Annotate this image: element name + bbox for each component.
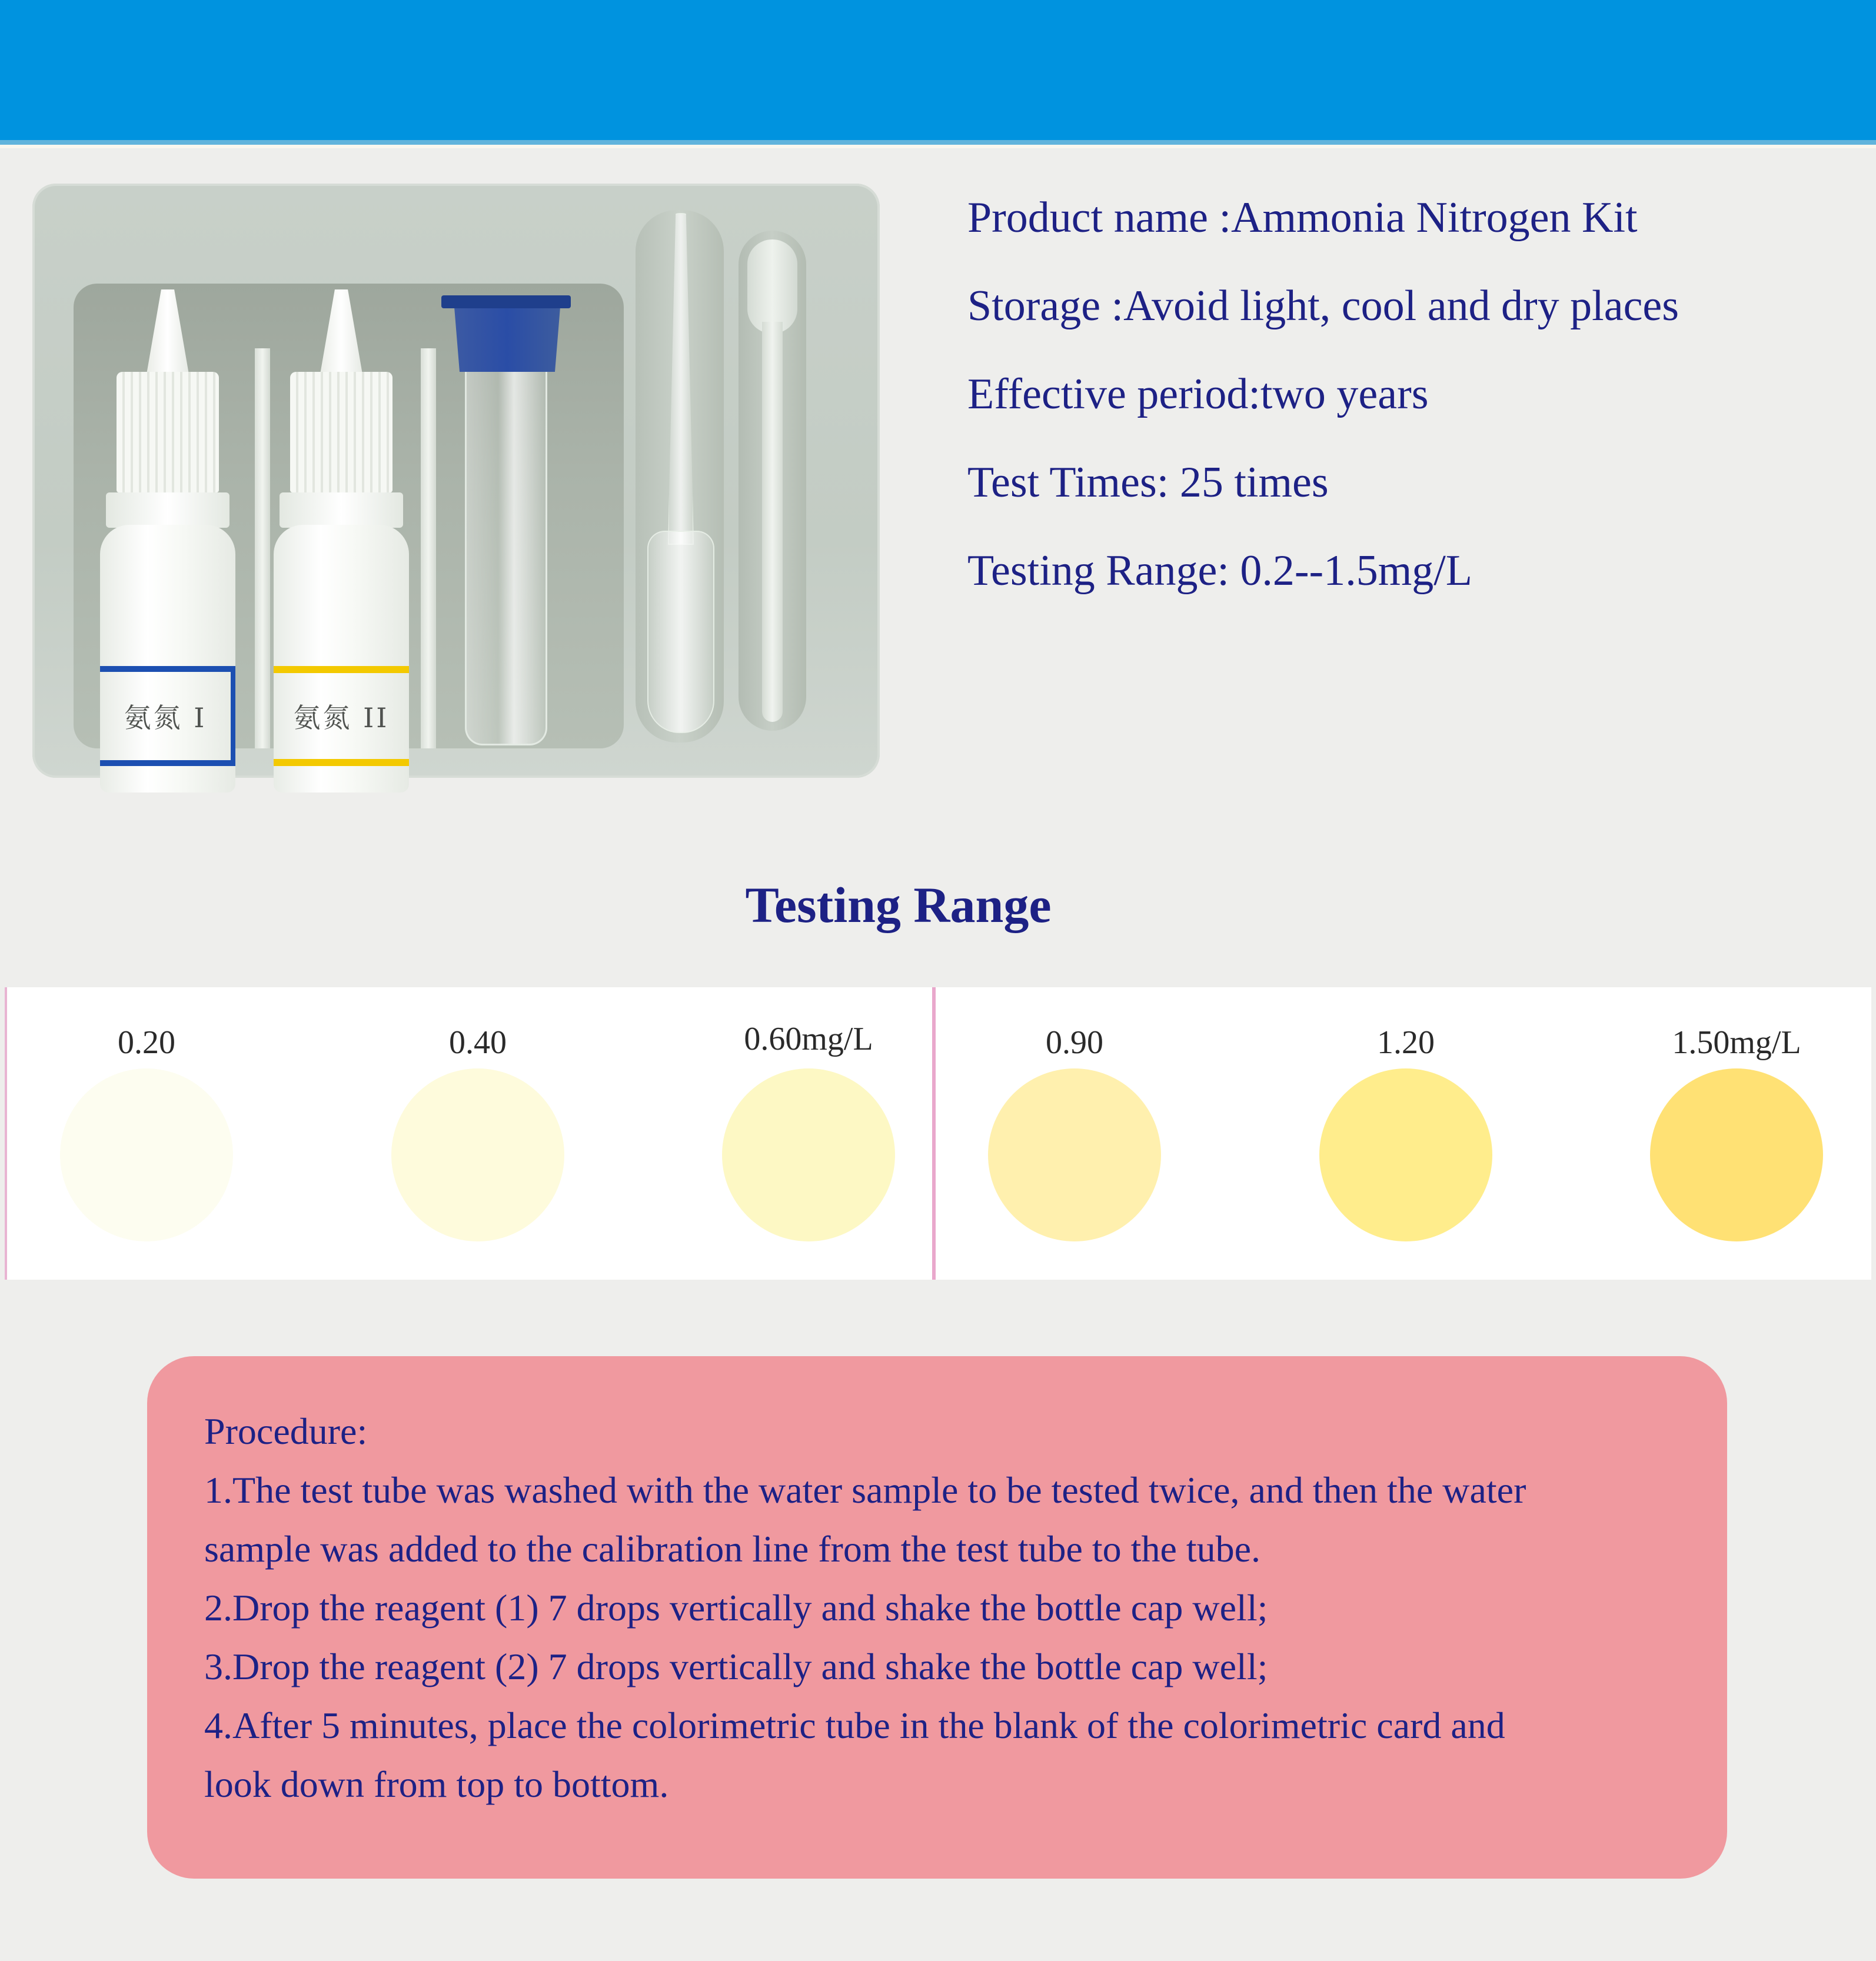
product-name: Product name :Ammonia Nitrogen Kit (967, 194, 1638, 242)
test-tube-cap (441, 295, 571, 308)
product-photo-kit (32, 184, 880, 778)
procedure-line: 4.After 5 minutes, place the colorimetric tube in the blank of the colorimetric card and (204, 1704, 1505, 1746)
testing-range-heading: Testing Range (745, 877, 1052, 933)
color-swatch (58, 987, 235, 1280)
test-times: Test Times: 25 times (967, 458, 1329, 507)
bottle-neck (280, 492, 403, 528)
bottle-label: 氨氮 I (100, 666, 235, 766)
swatch-circle (391, 1068, 564, 1241)
dropper-tip (146, 289, 189, 378)
bottle-cap (290, 372, 393, 492)
reagent-bottle-1 (100, 289, 235, 795)
dropper-tip (320, 289, 363, 378)
swatch-circle (988, 1068, 1161, 1241)
procedure-line: 1.The test tube was washed with the water sample to be tested twice, and then the water (204, 1469, 1526, 1511)
procedure-line: 2.Drop the reagent (1) 7 drops vertically and shake the bottle cap well; (204, 1587, 1268, 1629)
header-stripe (0, 140, 1876, 145)
bottle-cap (117, 372, 219, 492)
procedure-line: 3.Drop the reagent (2) 7 drops vertically and shake the bottle cap well; (204, 1646, 1268, 1687)
color-swatch (720, 987, 897, 1280)
swatch-label: 0.20 (118, 1024, 175, 1061)
swatch-circle (1319, 1068, 1492, 1241)
swatch-label: 0.40 (449, 1024, 507, 1061)
bottle-label: 氨氮 II (274, 666, 409, 766)
swatch-label: 0.60mg/L (744, 1021, 873, 1057)
color-card-right (932, 987, 1871, 1280)
reagent-bottle-2 (274, 289, 409, 795)
measuring-spoon (747, 239, 797, 722)
procedure-box (147, 1356, 1727, 1879)
bottle-neck (106, 492, 229, 528)
swatch-circle (722, 1068, 895, 1241)
swatch-label: 0.90 (1046, 1024, 1103, 1061)
spoon-handle (762, 322, 783, 722)
test-tube (441, 295, 571, 748)
test-tube-glass (465, 307, 547, 745)
color-swatch (986, 987, 1163, 1280)
testing-range-info: Testing Range: 0.2--1.5mg/L (967, 547, 1473, 595)
swatch-label: 1.20 (1377, 1024, 1435, 1061)
dropper-pipette (647, 213, 712, 731)
pipette-bulb (647, 531, 714, 733)
test-tube-stopper (454, 307, 560, 372)
spoon-head (747, 239, 797, 334)
procedure-line: sample was added to the calibration line from the test tube to the tube. (204, 1528, 1261, 1570)
storage-info: Storage :Avoid light, cool and dry places (967, 282, 1679, 330)
procedure-line: look down from top to bottom. (204, 1763, 669, 1805)
product-info-list (967, 174, 1679, 615)
swatch-circle (1650, 1068, 1823, 1241)
effective-period: Effective period:two years (967, 370, 1429, 418)
color-swatch (390, 987, 566, 1280)
tray-divider (255, 348, 270, 748)
color-card-left (5, 987, 932, 1280)
swatch-circle (60, 1068, 233, 1241)
pipette-stem (668, 213, 694, 545)
procedure-title: Procedure: (204, 1410, 368, 1452)
color-swatch (1648, 987, 1825, 1280)
tray-divider (421, 348, 436, 748)
color-swatch (1318, 987, 1494, 1280)
header-highlight-line (0, 145, 1876, 148)
header-banner (0, 0, 1876, 145)
swatch-label: 1.50mg/L (1672, 1024, 1801, 1061)
